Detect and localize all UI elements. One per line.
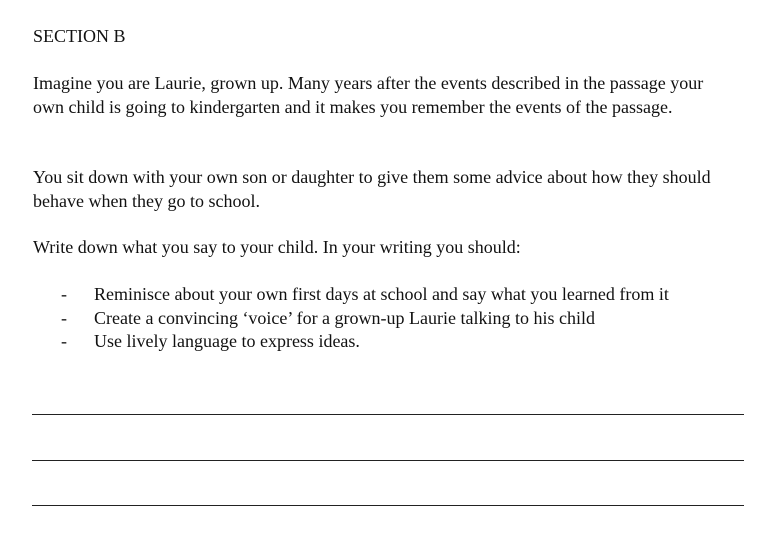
setup-paragraph: You sit down with your own son or daughter to give them some advice about how they should behave when they go to school. xyxy=(33,167,711,211)
answer-line xyxy=(32,505,744,506)
list-item-text: Reminisce about your own first days at school and say what you learned from it xyxy=(94,284,669,304)
instruction-paragraph: Write down what you say to your child. In your writing you should: xyxy=(33,237,521,257)
bullet-dash: - xyxy=(61,331,67,351)
requirements-list xyxy=(33,283,745,354)
list-item-text: Create a convincing ‘voice’ for a grown-up Laurie talking to his child xyxy=(94,307,595,328)
intro-paragraph: Imagine you are Laurie, grown up. Many years after the events described in the passage your own child is going to kindergarten and it makes you remember the events of the passage. xyxy=(33,73,704,117)
list-item xyxy=(33,283,745,307)
list-item xyxy=(33,330,745,354)
bullet-dash: - xyxy=(61,307,67,328)
bullet-dash: - xyxy=(61,284,67,304)
list-item-text: Use lively language to express ideas. xyxy=(94,331,360,351)
list-item xyxy=(33,307,745,331)
answer-line xyxy=(32,460,744,461)
answer-line xyxy=(32,414,744,415)
section-heading: SECTION B xyxy=(33,26,126,46)
